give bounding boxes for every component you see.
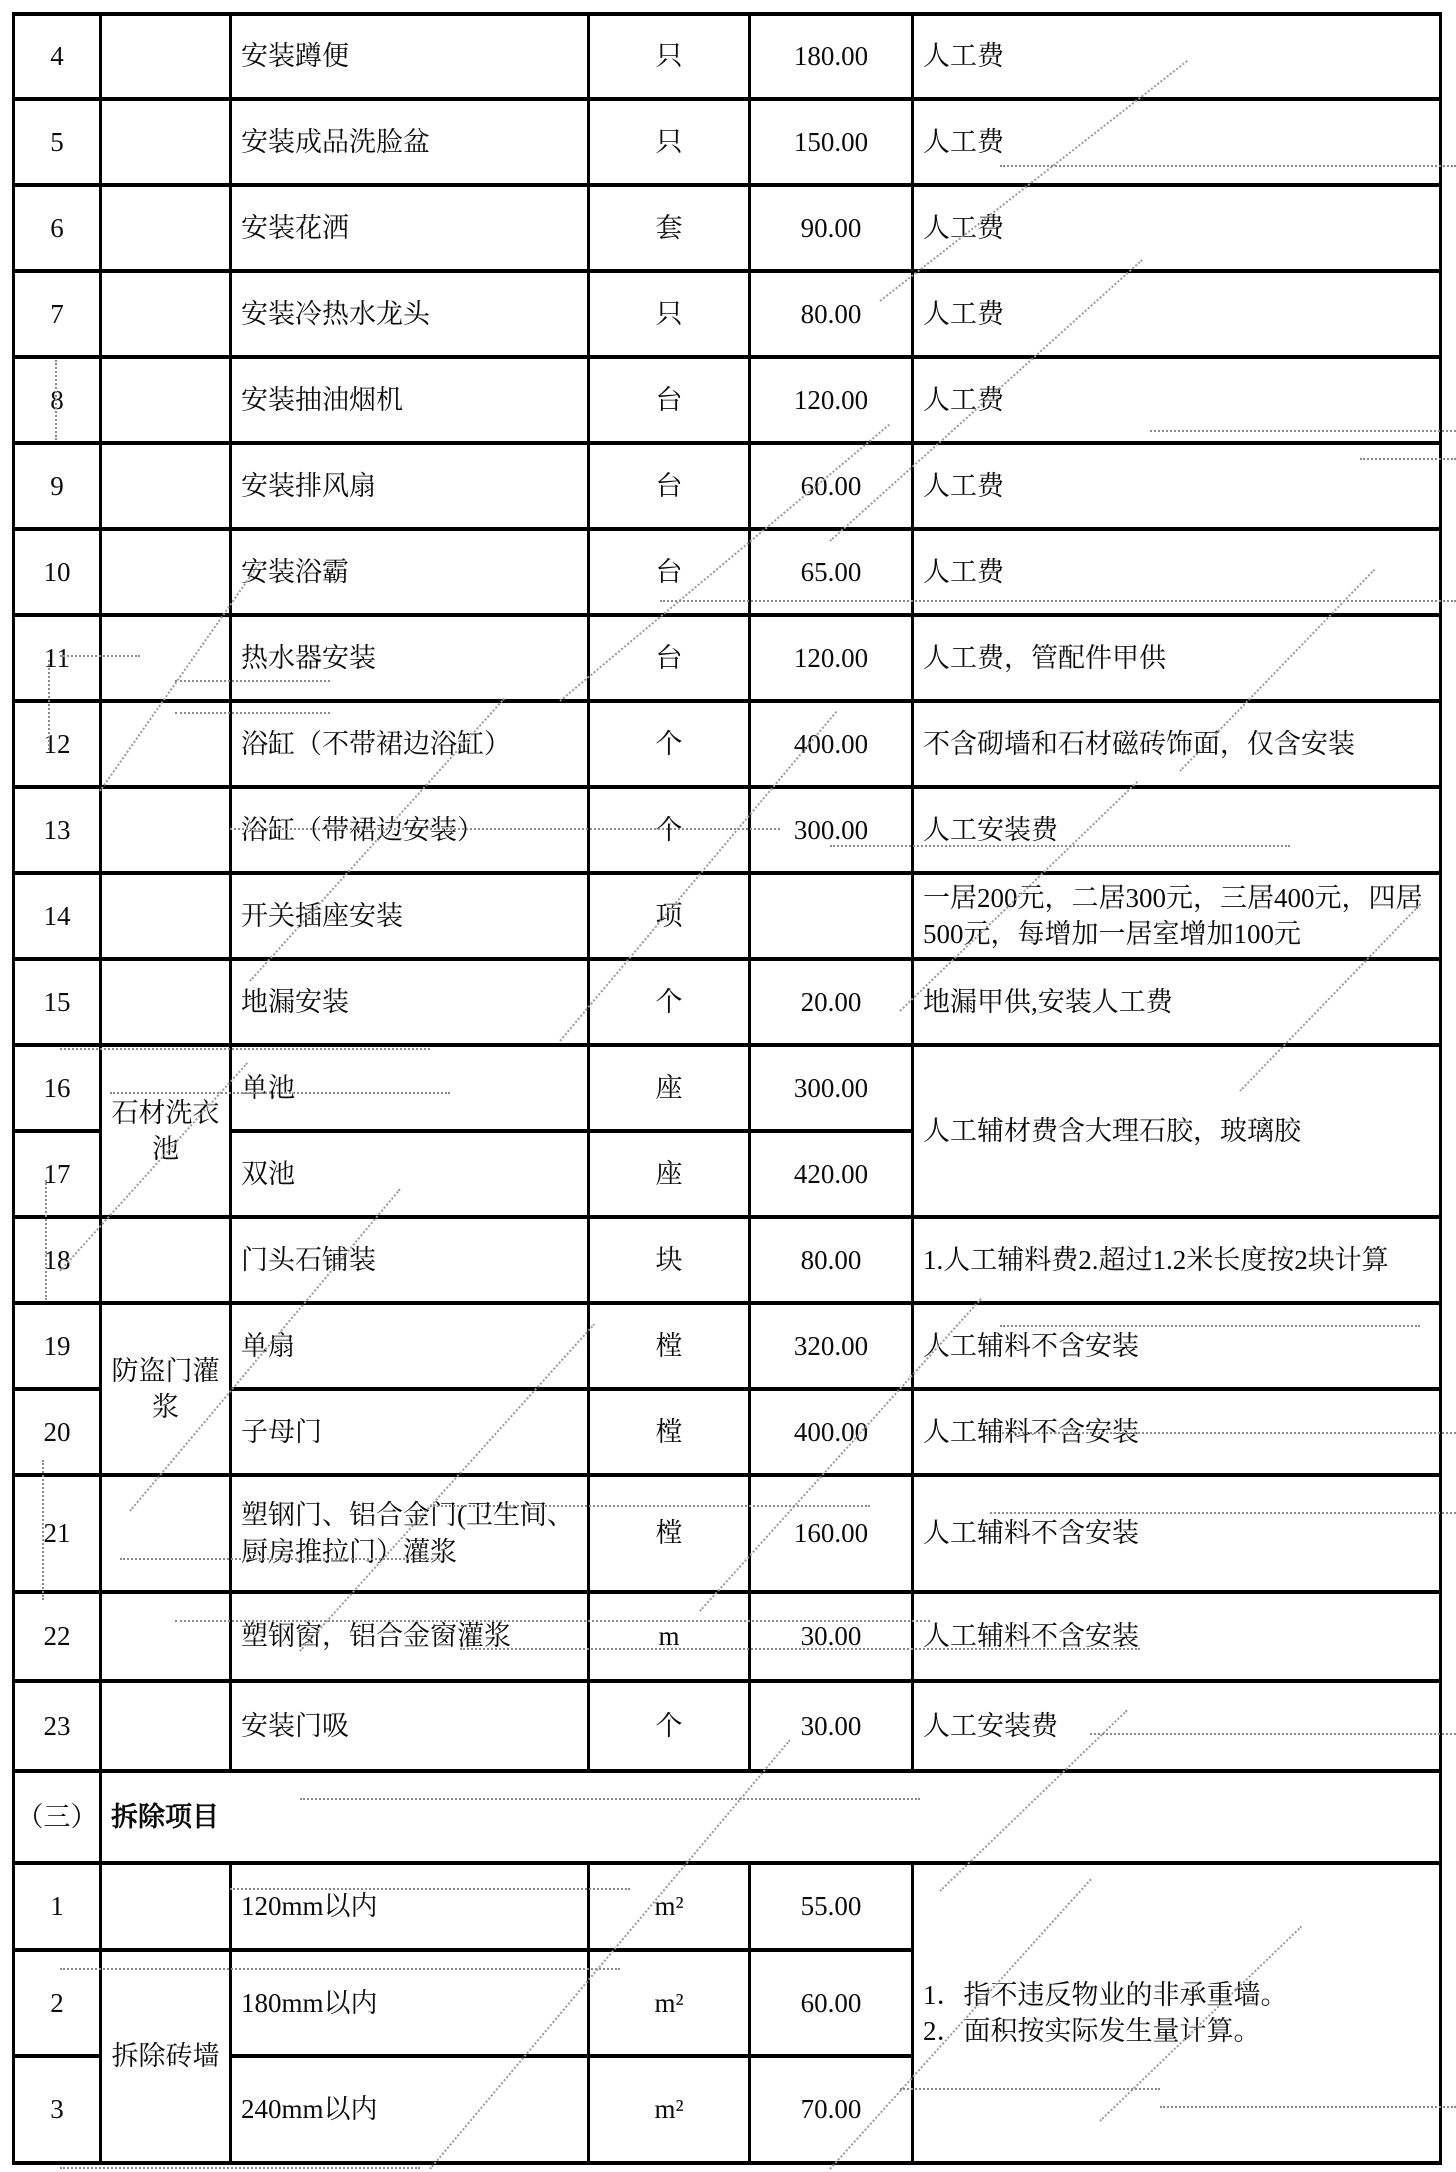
category-cell bbox=[101, 1681, 231, 1771]
price-cell: 120.00 bbox=[750, 357, 913, 443]
price-cell: 400.00 bbox=[750, 1389, 913, 1475]
table-row bbox=[14, 529, 1441, 615]
note-cell: 人工费 bbox=[913, 99, 1441, 185]
price-cell: 80.00 bbox=[750, 1217, 913, 1303]
item-cell: 240mm以内 bbox=[231, 2056, 589, 2163]
item-cell: 安装排风扇 bbox=[231, 443, 589, 529]
price-cell: 70.00 bbox=[750, 2056, 913, 2163]
row-number-cell: 16 bbox=[14, 1045, 101, 1131]
note-line: 2．面积按实际发生量计算。 bbox=[923, 2016, 1261, 2046]
row-number-cell: 11 bbox=[14, 615, 101, 701]
unit-cell: 台 bbox=[589, 529, 750, 615]
note-cell: 人工辅料不含安装 bbox=[913, 1592, 1441, 1681]
price-cell: 30.00 bbox=[750, 1592, 913, 1681]
table-row bbox=[14, 1475, 1441, 1592]
item-cell: 双池 bbox=[231, 1131, 589, 1217]
note-cell: 人工费 bbox=[913, 529, 1441, 615]
unit-cell: 台 bbox=[589, 615, 750, 701]
price-cell: 65.00 bbox=[750, 529, 913, 615]
category-cell bbox=[101, 271, 231, 357]
category-cell bbox=[101, 99, 231, 185]
row-number-cell: 15 bbox=[14, 959, 101, 1045]
table-row bbox=[14, 615, 1441, 701]
unit-cell: 套 bbox=[589, 185, 750, 271]
row-number-cell: 18 bbox=[14, 1217, 101, 1303]
row-number-cell: 19 bbox=[14, 1303, 101, 1389]
table-row bbox=[14, 271, 1441, 357]
note-cell: 人工费 bbox=[913, 443, 1441, 529]
section-header-row bbox=[14, 1771, 1441, 1863]
item-cell: 120mm以内 bbox=[231, 1863, 589, 1950]
unit-cell: 个 bbox=[589, 787, 750, 873]
table-row bbox=[14, 1681, 1441, 1771]
price-cell: 150.00 bbox=[750, 99, 913, 185]
category-cell-stone-sink: 石材洗衣池 bbox=[101, 1045, 231, 1217]
table-row bbox=[14, 443, 1441, 529]
row-number-cell: 14 bbox=[14, 873, 101, 959]
table-row bbox=[14, 787, 1441, 873]
price-cell: 160.00 bbox=[750, 1475, 913, 1592]
price-cell: 20.00 bbox=[750, 959, 913, 1045]
note-cell: 人工费 bbox=[913, 185, 1441, 271]
note-cell: 人工费，管配件甲供 bbox=[913, 615, 1441, 701]
unit-cell: 座 bbox=[589, 1045, 750, 1131]
item-cell: 塑钢门、铝合金门(卫生间、厨房推拉门）灌浆 bbox=[231, 1475, 589, 1592]
row-number-cell: 8 bbox=[14, 357, 101, 443]
row-number-cell: 23 bbox=[14, 1681, 101, 1771]
unit-cell: 个 bbox=[589, 701, 750, 787]
item-cell: 地漏安装 bbox=[231, 959, 589, 1045]
price-cell: 30.00 bbox=[750, 1681, 913, 1771]
section-number-cell: （三） bbox=[14, 1771, 101, 1863]
item-cell: 安装浴霸 bbox=[231, 529, 589, 615]
item-cell: 安装成品洗脸盆 bbox=[231, 99, 589, 185]
unit-cell: 只 bbox=[589, 271, 750, 357]
note-cell: 地漏甲供,安装人工费 bbox=[913, 959, 1441, 1045]
price-cell: 300.00 bbox=[750, 787, 913, 873]
row-number-cell: 21 bbox=[14, 1475, 101, 1592]
table-row bbox=[14, 99, 1441, 185]
row-number-cell: 13 bbox=[14, 787, 101, 873]
note-cell: 人工安装费 bbox=[913, 787, 1441, 873]
unit-cell: 只 bbox=[589, 99, 750, 185]
price-cell: 320.00 bbox=[750, 1303, 913, 1389]
unit-cell: 项 bbox=[589, 873, 750, 959]
category-cell bbox=[101, 14, 231, 99]
unit-cell: m bbox=[589, 1592, 750, 1681]
row-number-cell: 2 bbox=[14, 1950, 101, 2056]
category-cell bbox=[101, 529, 231, 615]
price-cell: 420.00 bbox=[750, 1131, 913, 1217]
item-cell: 180mm以内 bbox=[231, 1950, 589, 2056]
item-cell: 浴缸（带裙边安装） bbox=[231, 787, 589, 873]
row-number-cell: 22 bbox=[14, 1592, 101, 1681]
note-cell: 人工安装费 bbox=[913, 1681, 1441, 1771]
note-cell: 人工辅料不含安装 bbox=[913, 1475, 1441, 1592]
item-cell: 安装门吸 bbox=[231, 1681, 589, 1771]
category-cell bbox=[101, 787, 231, 873]
table-row bbox=[14, 185, 1441, 271]
item-cell: 门头石铺装 bbox=[231, 1217, 589, 1303]
dotted-artifact-line bbox=[60, 2167, 420, 2169]
category-cell bbox=[101, 1217, 231, 1303]
row-number-cell: 9 bbox=[14, 443, 101, 529]
table-row bbox=[14, 701, 1441, 787]
category-cell bbox=[101, 873, 231, 959]
unit-cell: 台 bbox=[589, 357, 750, 443]
unit-cell: m² bbox=[589, 2056, 750, 2163]
price-cell bbox=[750, 873, 913, 959]
table-row bbox=[14, 14, 1441, 99]
category-cell bbox=[101, 959, 231, 1045]
unit-cell: 只 bbox=[589, 14, 750, 99]
note-cell: 人工费 bbox=[913, 357, 1441, 443]
unit-cell: 樘 bbox=[589, 1475, 750, 1592]
category-cell bbox=[101, 1592, 231, 1681]
table-row bbox=[14, 1045, 1441, 1131]
table-row bbox=[14, 1592, 1441, 1681]
row-number-cell: 17 bbox=[14, 1131, 101, 1217]
category-cell-demolish-wall: 拆除砖墙 bbox=[101, 1950, 231, 2163]
row-number-cell: 7 bbox=[14, 271, 101, 357]
table-row bbox=[14, 357, 1441, 443]
note-cell-merged: 人工辅材费含大理石胶，玻璃胶 bbox=[913, 1045, 1441, 1217]
price-cell: 400.00 bbox=[750, 701, 913, 787]
category-cell bbox=[101, 357, 231, 443]
table-row bbox=[14, 873, 1441, 959]
unit-cell: 个 bbox=[589, 959, 750, 1045]
price-cell: 180.00 bbox=[750, 14, 913, 99]
price-cell: 55.00 bbox=[750, 1863, 913, 1950]
price-cell: 90.00 bbox=[750, 185, 913, 271]
note-cell-merged bbox=[913, 1863, 1441, 2163]
item-cell: 塑钢窗，铝合金窗灌浆 bbox=[231, 1592, 589, 1681]
category-cell bbox=[101, 443, 231, 529]
table-row bbox=[14, 1217, 1441, 1303]
note-cell: 人工辅料不含安装 bbox=[913, 1303, 1441, 1389]
note-cell: 1.人工辅料费2.超过1.2米长度按2块计算 bbox=[913, 1217, 1441, 1303]
note-cell: 人工费 bbox=[913, 14, 1441, 99]
row-number-cell: 12 bbox=[14, 701, 101, 787]
table-row bbox=[14, 1863, 1441, 1950]
note-line: 1．指不违反物业的非承重墙。 bbox=[923, 1979, 1288, 2010]
category-cell bbox=[101, 185, 231, 271]
note-cell: 人工辅料不含安装 bbox=[913, 1389, 1441, 1475]
table-row bbox=[14, 1303, 1441, 1389]
row-number-cell: 4 bbox=[14, 14, 101, 99]
unit-cell: m² bbox=[589, 1950, 750, 2056]
item-cell: 单扇 bbox=[231, 1303, 589, 1389]
unit-cell: 樘 bbox=[589, 1389, 750, 1475]
item-cell: 安装抽油烟机 bbox=[231, 357, 589, 443]
price-cell: 300.00 bbox=[750, 1045, 913, 1131]
item-cell: 安装蹲便 bbox=[231, 14, 589, 99]
item-cell: 安装花洒 bbox=[231, 185, 589, 271]
row-number-cell: 5 bbox=[14, 99, 101, 185]
unit-cell: 樘 bbox=[589, 1303, 750, 1389]
price-cell: 120.00 bbox=[750, 615, 913, 701]
row-number-cell: 20 bbox=[14, 1389, 101, 1475]
note-cell: 不含砌墙和石材磁砖饰面，仅含安装 bbox=[913, 701, 1441, 787]
item-cell: 开关插座安装 bbox=[231, 873, 589, 959]
row-number-cell: 3 bbox=[14, 2056, 101, 2163]
unit-cell: 台 bbox=[589, 443, 750, 529]
item-cell: 子母门 bbox=[231, 1389, 589, 1475]
category-cell-security-door: 防盗门灌浆 bbox=[101, 1303, 231, 1475]
price-cell: 60.00 bbox=[750, 1950, 913, 2056]
category-cell bbox=[101, 615, 231, 701]
row-number-cell: 10 bbox=[14, 529, 101, 615]
price-cell: 80.00 bbox=[750, 271, 913, 357]
item-cell: 单池 bbox=[231, 1045, 589, 1131]
item-cell: 热水器安装 bbox=[231, 615, 589, 701]
section-title-cell: 拆除项目 bbox=[101, 1771, 1441, 1863]
unit-cell: m² bbox=[589, 1863, 750, 1950]
row-number-cell: 6 bbox=[14, 185, 101, 271]
unit-cell: 块 bbox=[589, 1217, 750, 1303]
row-number-cell: 1 bbox=[14, 1863, 101, 1950]
item-cell: 安装冷热水龙头 bbox=[231, 271, 589, 357]
category-cell bbox=[101, 701, 231, 787]
category-cell bbox=[101, 1475, 231, 1592]
unit-cell: 个 bbox=[589, 1681, 750, 1771]
unit-cell: 座 bbox=[589, 1131, 750, 1217]
note-cell: 人工费 bbox=[913, 271, 1441, 357]
table-row bbox=[14, 959, 1441, 1045]
note-cell: 一居200元，二居300元，三居400元，四居500元，每增加一居室增加100元 bbox=[913, 873, 1441, 959]
price-table bbox=[12, 12, 1442, 2165]
category-cell bbox=[101, 1863, 231, 1950]
item-cell: 浴缸（不带裙边浴缸） bbox=[231, 701, 589, 787]
price-cell: 60.00 bbox=[750, 443, 913, 529]
